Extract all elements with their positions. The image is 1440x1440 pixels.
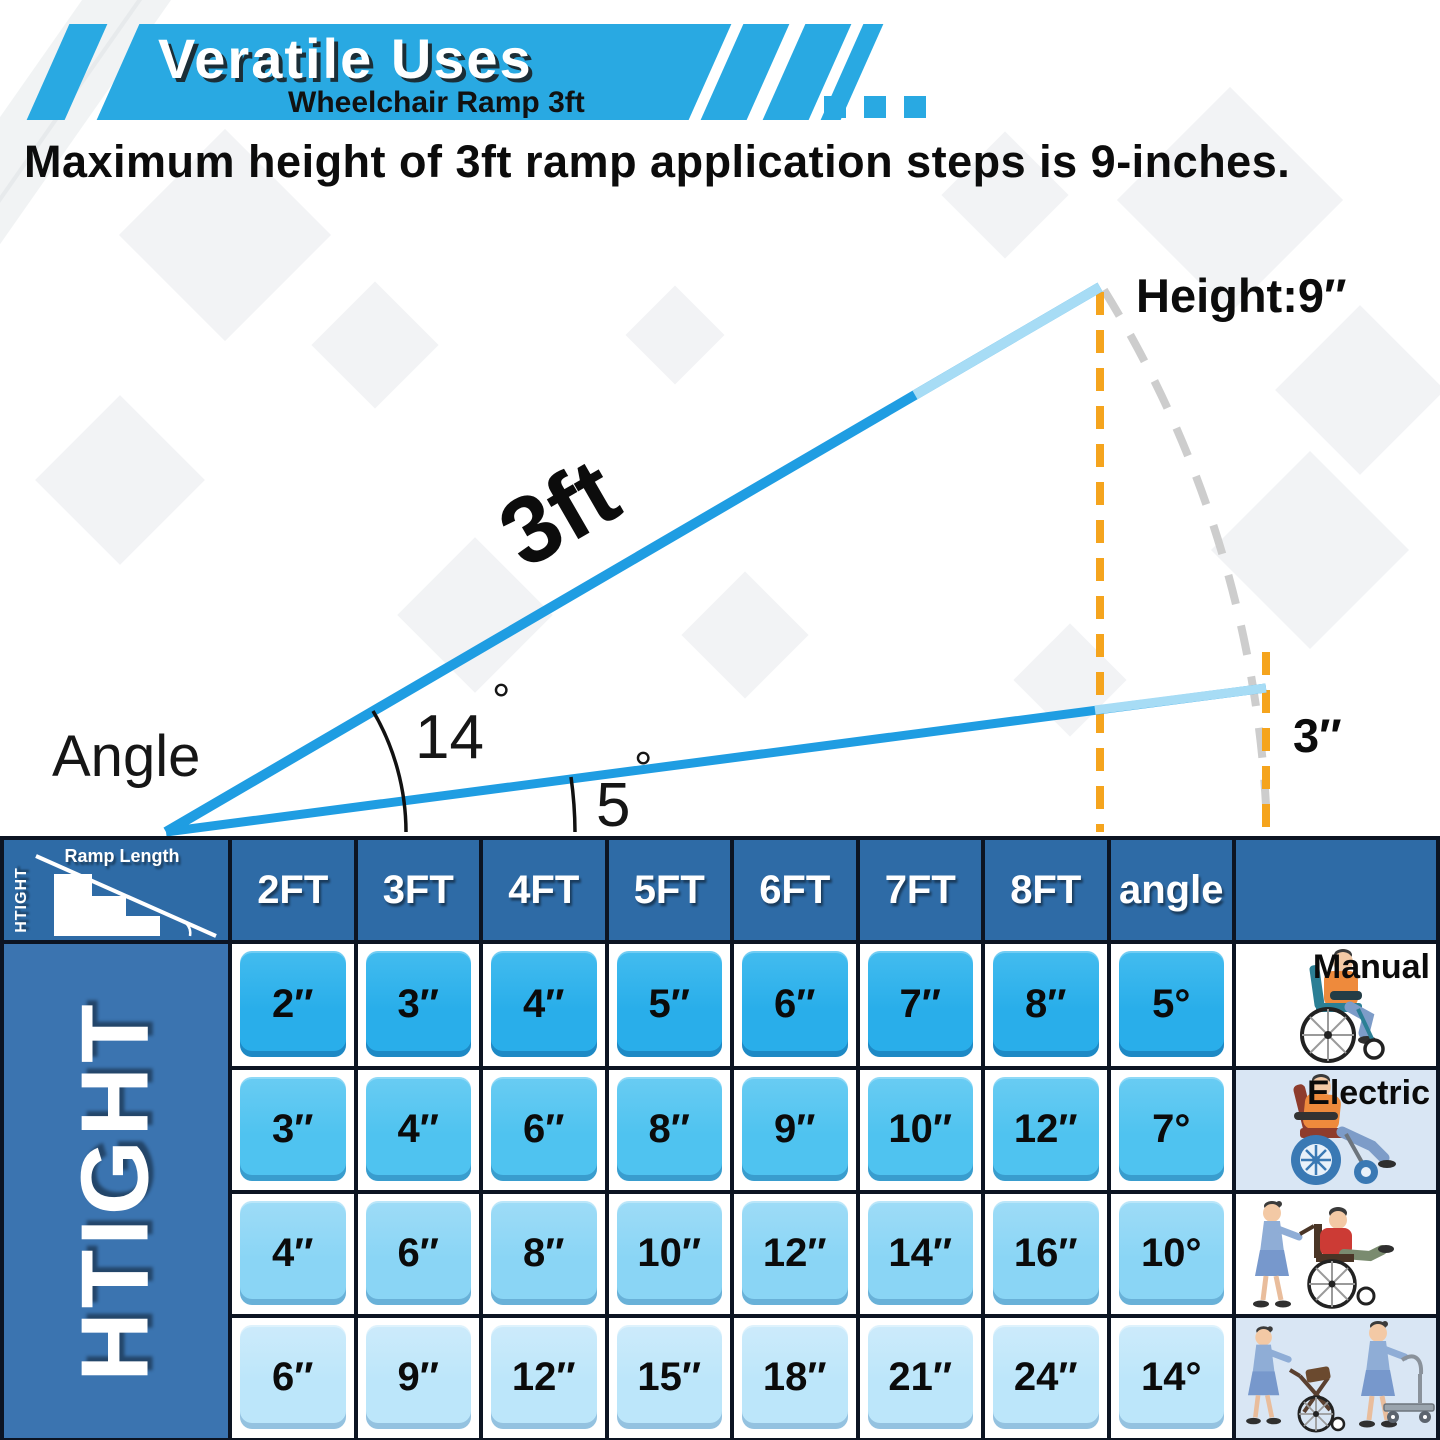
table-cell — [232, 1070, 354, 1190]
ramp-line-shallow-tip — [1095, 688, 1266, 710]
table-cell — [1111, 1194, 1233, 1314]
table-cell — [609, 944, 731, 1066]
table-cell — [985, 1194, 1107, 1314]
ramp-line-steep-tip — [915, 287, 1100, 395]
height-value: 14″ — [868, 1201, 974, 1305]
col-header-6ft: 6FT — [734, 840, 856, 940]
table-cell — [483, 1194, 605, 1314]
table-cell — [985, 1070, 1107, 1190]
angle-value: 5° — [1119, 951, 1225, 1057]
table-side-cell — [4, 944, 228, 1438]
folded-wheelchair — [1290, 1366, 1344, 1431]
angle-arc-14 — [373, 711, 406, 832]
headline: Maximum height of 3ft ramp application steps is 9-inches. — [24, 136, 1291, 187]
height-value: 12″ — [993, 1077, 1099, 1181]
angle-shallow-value: 5 — [596, 771, 631, 836]
height-value: 10″ — [617, 1201, 723, 1305]
col-header-3ft: 3FT — [358, 840, 480, 940]
corner-y-axis-label: HTIGHT — [13, 867, 30, 933]
angle-value: 7° — [1119, 1077, 1225, 1181]
table-cell — [483, 944, 605, 1066]
table-cell — [358, 1194, 480, 1314]
fold-arc-dashed — [1104, 290, 1266, 805]
col-header-5ft: 5FT — [609, 840, 731, 940]
height-value: 4″ — [240, 1201, 346, 1305]
col-header-8ft: 8FT — [985, 840, 1107, 940]
banner-title: Veratile Uses — [158, 27, 533, 90]
table-cell — [609, 1318, 731, 1438]
height-value: 4″ — [366, 1077, 472, 1181]
angle-steep-degree: ° — [492, 674, 511, 726]
table-side-label: HTIGHT — [62, 1000, 169, 1382]
table-cell — [483, 1070, 605, 1190]
height-value: 12″ — [742, 1201, 848, 1305]
table-cell — [985, 1318, 1107, 1438]
col-header-7ft: 7FT — [860, 840, 982, 940]
table-cell — [609, 1194, 731, 1314]
table-cell — [232, 944, 354, 1066]
angle-value: 14° — [1119, 1325, 1225, 1429]
table-cell — [734, 944, 856, 1066]
ramp-length-label: 3ft — [482, 438, 636, 589]
angle-word-label: Angle — [52, 724, 201, 789]
col-header-4ft: 4FT — [483, 840, 605, 940]
height-value: 3″ — [366, 951, 472, 1057]
table-cell — [609, 1070, 731, 1190]
table-cell — [232, 1318, 354, 1438]
wheelchair-passenger — [1300, 1207, 1394, 1307]
table-cell — [734, 1070, 856, 1190]
table-cell — [734, 1318, 856, 1438]
height-value: 16″ — [993, 1201, 1099, 1305]
table-cell — [232, 1194, 354, 1314]
height-value: 5″ — [617, 951, 723, 1057]
transport-cart-icon — [1236, 1318, 1436, 1438]
table-cell — [860, 1194, 982, 1314]
tip-height-label: 3″ — [1293, 709, 1342, 762]
attendant-pushing-wheelchair-icon — [1236, 1194, 1436, 1314]
col-header-angle: angle — [1111, 840, 1233, 940]
table-corner-cell — [4, 840, 228, 940]
height-value: 8″ — [993, 951, 1099, 1057]
angle-arc-5 — [571, 777, 575, 832]
height-label: Height:9″ — [1136, 269, 1347, 322]
row-icon-cell — [1236, 1318, 1436, 1438]
row-icon-cell — [1236, 1194, 1436, 1314]
corner-mini-diagram — [4, 840, 228, 940]
height-value: 15″ — [617, 1325, 723, 1429]
height-value: 21″ — [868, 1325, 974, 1429]
table-cell — [483, 1318, 605, 1438]
table-cell — [985, 944, 1107, 1066]
angle-steep-value: 14 — [415, 703, 484, 772]
angle-value: 10° — [1119, 1201, 1225, 1305]
height-value: 9″ — [366, 1325, 472, 1429]
height-value: 6″ — [742, 951, 848, 1057]
col-header-2ft: 2FT — [232, 840, 354, 940]
col-header-icons — [1236, 840, 1436, 940]
height-value: 6″ — [366, 1201, 472, 1305]
row-icon-cell — [1236, 944, 1436, 1066]
height-value: 2″ — [240, 951, 346, 1057]
row-icon-cell — [1236, 1070, 1436, 1190]
ramp-height-table — [0, 836, 1440, 1440]
table-cell — [358, 944, 480, 1066]
table-cell — [1111, 1318, 1233, 1438]
height-value: 9″ — [742, 1077, 848, 1181]
height-value: 8″ — [491, 1201, 597, 1305]
height-value: 3″ — [240, 1077, 346, 1181]
table-cell — [860, 1070, 982, 1190]
angle-shallow-degree: ° — [634, 742, 653, 794]
height-value: 24″ — [993, 1325, 1099, 1429]
height-value: 12″ — [491, 1325, 597, 1429]
table-cell — [734, 1194, 856, 1314]
height-value: 6″ — [491, 1077, 597, 1181]
height-value: 6″ — [240, 1325, 346, 1429]
height-value: 4″ — [491, 951, 597, 1057]
table-cell — [860, 1318, 982, 1438]
manual-label: Manual — [1312, 948, 1430, 986]
height-value: 8″ — [617, 1077, 723, 1181]
table-cell — [1111, 1070, 1233, 1190]
table-cell — [358, 1070, 480, 1190]
table-cell — [1111, 944, 1233, 1066]
electric-label: Electric — [1307, 1074, 1430, 1112]
height-value: 7″ — [868, 951, 974, 1057]
table-cell — [860, 944, 982, 1066]
table-cell — [358, 1318, 480, 1438]
height-value: 10″ — [868, 1077, 974, 1181]
banner-subtitle: Wheelchair Ramp 3ft — [288, 86, 585, 119]
height-value: 18″ — [742, 1325, 848, 1429]
corner-x-axis-label: Ramp Length — [64, 846, 180, 866]
